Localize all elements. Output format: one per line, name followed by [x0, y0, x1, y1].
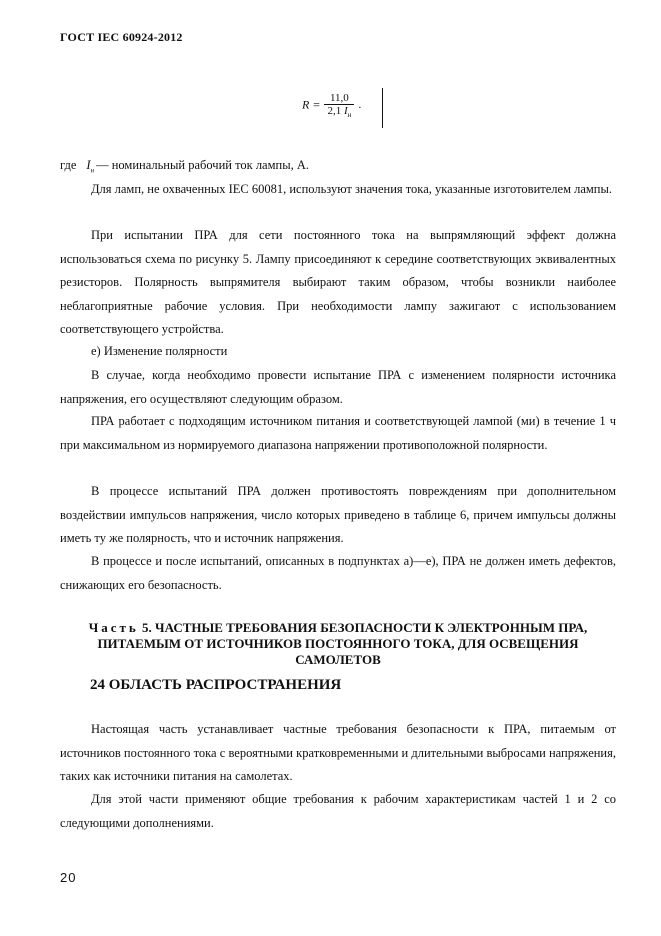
definition-symbol-sub: н [90, 166, 95, 175]
formula-denominator [324, 105, 354, 119]
paragraph-text: Для этой части применяют общие требования к рабочим характеристикам частей 1 и 2 со следующими дополнениями. [60, 792, 616, 830]
section-heading: 24 ОБЛАСТЬ РАСПРОСТРАНЕНИЯ [90, 677, 342, 693]
part-heading-line1-text: 5. ЧАСТНЫЕ ТРЕБОВАНИЯ БЕЗОПАСНОСТИ К ЭЛЕКТРОННЫМ ПРА, [138, 620, 588, 635]
paragraph-text: Для ламп, не охваченных IEC 60081, используют значения тока, указанные изготовителем лампы. [91, 182, 613, 196]
paragraph-text: ПРА работает с подходящим источником питания и соответствующей лампой (ми) в течение 1 ч при максимальном из нормируемого диапазона напряжении противоположной полярности. [60, 414, 616, 452]
paragraph-text: В процессе испытаний ПРА должен противостоять повреждениям при дополнительном воздействии импульсов напряжения, число которых приведено в таблице 6, причем импульсы должны иметь ту же полярность, что и источник напряжения. [60, 484, 616, 545]
paragraph-text: В случае, когда необходимо провести испытание ПРА с изменением полярности источника напряжения, его осуществляют следующим образом. [60, 368, 616, 406]
formula-fraction [324, 92, 354, 119]
definition-symbol-letter: I [86, 158, 91, 172]
definition-prefix: где [60, 158, 77, 172]
part-heading-line2: ПИТАЕМЫМ ОТ ИСТОЧНИКОВ ПОСТОЯННОГО ТОКА, ДЛЯ ОСВЕЩЕНИЯ [97, 636, 579, 651]
part-heading-line3: САМОЛЕТОВ [295, 652, 381, 667]
part-heading-label: Часть [88, 620, 139, 635]
paragraph-text: При испытании ПРА для сети постоянного тока на выпрямляющий эффект должна использоваться схема по рисунку 5. Лампу присоединяют к середине соответствующих эквивалентных резисторов. Полярность выпрямителя выбирают таким образом, чтобы возникли наиболее неблагоприятные рабочие условия. При необходимости лампу зажигают с использованием соответствующего устройства. [60, 228, 616, 336]
formula-denominator-coef: 2,1 [327, 105, 342, 117]
paragraph-lamps-not-covered [60, 178, 616, 202]
formula-denominator-sub: н [347, 111, 352, 120]
definition-text: — номинальный рабочий ток лампы, А. [96, 158, 309, 172]
change-bar [382, 88, 383, 128]
definition-symbol [86, 158, 95, 175]
document-header-code: ГОСТ IEC 60924-2012 [60, 30, 183, 44]
page-number: 20 [60, 870, 77, 885]
formula-tail: . [358, 97, 362, 112]
paragraph-safety-defects [60, 550, 616, 597]
paragraph-rectifying-effect [60, 224, 616, 342]
paragraph-text: Настоящая часть устанавливает частные требования безопасности к ПРА, питаемым от источников постоянного тока с вероятными кратковременными и длительными выбросами напряжения, таких как источники питания на самолетах. [60, 722, 616, 783]
part-heading-line1 [60, 620, 616, 636]
paragraph-ballast-operation [60, 410, 616, 457]
paragraph-general-requirements [60, 788, 616, 835]
formula-numerator: 11,0 [324, 92, 354, 105]
paragraph-text: В процессе и после испытаний, описанных в подпунктах а)—е), ПРА не должен иметь дефектов, снижающих его безопасность. [60, 554, 616, 592]
part-heading [60, 620, 616, 668]
paragraph-text: е) Изменение полярности [91, 344, 228, 358]
paragraph-polarity-test [60, 364, 616, 411]
paragraph-scope [60, 718, 616, 789]
formula-denominator-var: I [343, 105, 348, 117]
formula-lhs: R = [302, 97, 321, 112]
subclause-polarity-reversal [60, 340, 616, 364]
resistance-formula [302, 92, 361, 119]
paragraph-voltage-pulses [60, 480, 616, 551]
